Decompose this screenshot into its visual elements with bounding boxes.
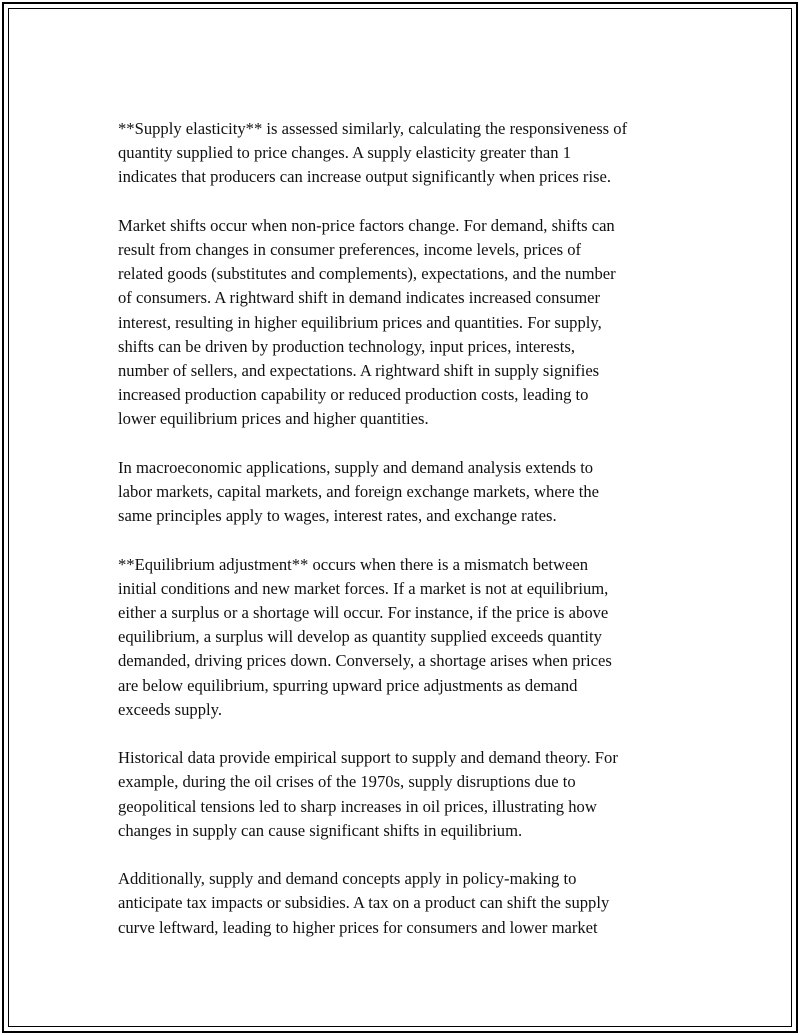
text-line: same principles apply to wages, interest rates, and exchange rates.: [118, 506, 557, 526]
paragraph: [118, 746, 690, 843]
text-line: result from changes in consumer preferences, income levels, prices of: [118, 240, 582, 259]
text-line: indicates that producers can increase output significantly when prices rise.: [118, 167, 612, 187]
paragraph: [118, 553, 690, 722]
text-line: geopolitical tensions led to sharp increases in oil prices, illustrating how: [118, 796, 597, 816]
text-line: changes in supply can cause significant shifts in equilibrium.: [118, 820, 523, 840]
text-line: number of sellers, and expectations. A rightward shift in supply signifies: [118, 361, 600, 381]
text-line: Historical data provide empirical support to supply and demand theory. For: [118, 748, 618, 768]
paragraph: [118, 214, 690, 432]
text-line: Market shifts occur when non-price factors change. For demand, shifts can: [118, 215, 615, 235]
paragraph: [118, 117, 690, 190]
text-line: are below equilibrium, spurring upward price adjustments as demand: [118, 675, 578, 695]
text-line: interest, resulting in higher equilibrium prices and quantities. For supply,: [118, 312, 602, 332]
text-line: shifts can be driven by production technology, input prices, interests,: [118, 336, 575, 356]
text-line: increased production capability or reduced production costs, leading to: [118, 385, 589, 405]
text-line: quantity supplied to price changes. A supply elasticity greater than 1: [118, 143, 571, 163]
text-line: either a surplus or a shortage will occur. For instance, if the price is above: [118, 603, 609, 623]
text-line: exceeds supply.: [118, 699, 222, 719]
text-line: **Equilibrium adjustment** occurs when there is a mismatch between: [118, 554, 589, 574]
text-line: anticipate tax impacts or subsidies. A tax on a product can shift the supply: [118, 893, 610, 913]
text-line: equilibrium, a surplus will develop as quantity supplied exceeds quantity: [118, 627, 602, 647]
text-line: labor markets, capital markets, and foreign exchange markets, where the: [118, 482, 600, 502]
text-line: related goods (substitutes and complements), expectations, and the number: [118, 264, 616, 284]
text-line: **Supply elasticity** is assessed similarly, calculating the responsiveness of: [118, 119, 628, 138]
paragraph: [118, 867, 690, 940]
text-line: initial conditions and new market forces. If a market is not at equilibrium,: [118, 578, 609, 598]
text-line: In macroeconomic applications, supply and demand analysis extends to: [118, 457, 594, 477]
text-line: demanded, driving prices down. Conversely, a shortage arises when prices: [118, 651, 612, 671]
text-line: Additionally, supply and demand concepts apply in policy-making to: [118, 869, 577, 889]
text-line: lower equilibrium prices and higher quantities.: [118, 409, 429, 429]
document-body: [118, 117, 690, 964]
paragraph: [118, 456, 690, 529]
text-line: of consumers. A rightward shift in demand indicates increased consumer: [118, 288, 601, 308]
text-line: curve leftward, leading to higher prices for consumers and lower market: [118, 917, 598, 937]
text-line: example, during the oil crises of the 1970s, supply disruptions due to: [118, 772, 576, 792]
